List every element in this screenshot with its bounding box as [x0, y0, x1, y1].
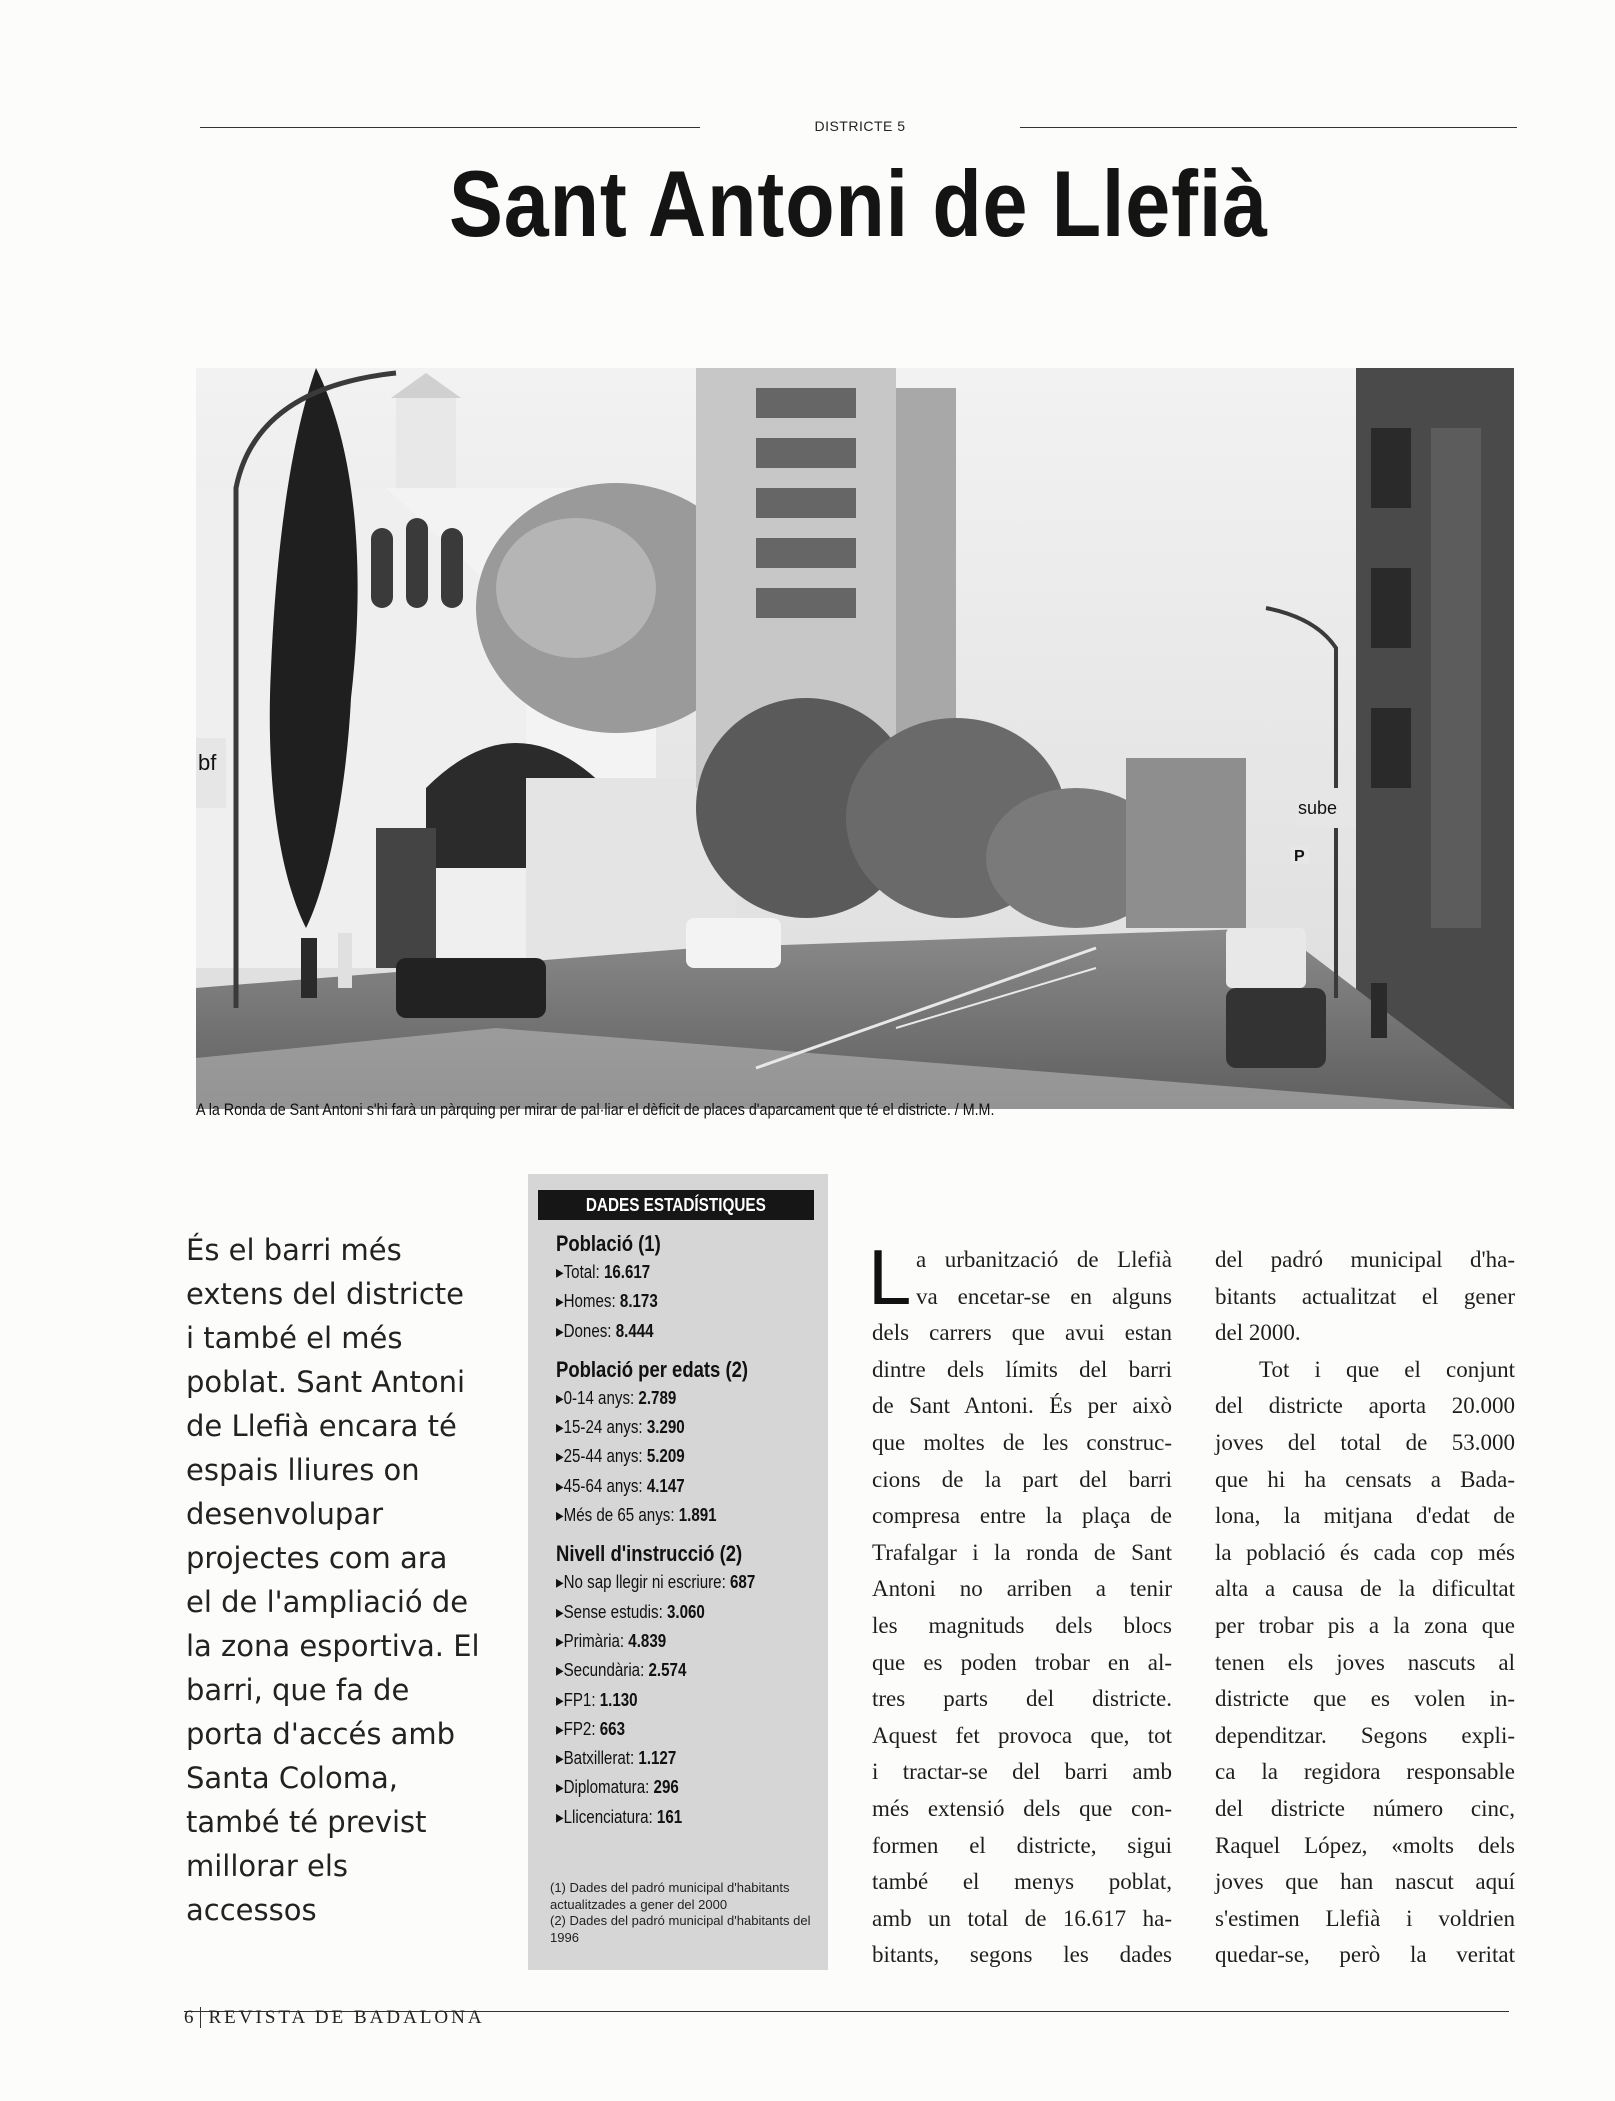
- article-line: amb un total de 16.617 ha-: [872, 1905, 1172, 1931]
- article-line: més extensió dels que con-: [872, 1795, 1172, 1821]
- stats-item-value: 4.839: [628, 1630, 667, 1651]
- stats-item: [556, 1686, 766, 1715]
- article-line: Trafalgar i la ronda de Sant: [872, 1539, 1172, 1565]
- stats-item: [556, 1773, 766, 1802]
- article-line: ca la regidora responsable: [1215, 1759, 1515, 1785]
- bullet-icon: ▸: [556, 1718, 564, 1739]
- article-line: Aquest fet provoca que, tot: [872, 1722, 1172, 1748]
- stats-item-label: Sense estudis:: [563, 1601, 663, 1622]
- stats-item-label: Homes:: [563, 1291, 616, 1312]
- bullet-icon: ▸: [556, 1630, 564, 1651]
- pedestrian: [1371, 983, 1387, 1038]
- stats-item-label: 25-44 anys:: [563, 1446, 643, 1467]
- stats-item-label: Diplomatura:: [563, 1777, 650, 1798]
- folio: [184, 2007, 485, 2029]
- pedestrian: [338, 933, 352, 988]
- article-line: i tractar-se del barri amb: [872, 1759, 1172, 1785]
- article-line: joves que han nascut aquí: [1215, 1869, 1515, 1895]
- stats-item-value: 296: [653, 1777, 679, 1798]
- bullet-icon: ▸: [556, 1572, 564, 1593]
- stats-item-value: 687: [729, 1572, 756, 1593]
- stats-item: [556, 1413, 766, 1442]
- page-number: 6: [184, 2007, 201, 2028]
- stats-item: [556, 1442, 766, 1471]
- stats-item-label: FP2:: [563, 1718, 596, 1739]
- stats-item-value: 1.891: [678, 1505, 717, 1526]
- article-line: Antoni no arriben a tenir: [872, 1576, 1172, 1602]
- stats-item-label: 45-64 anys:: [563, 1475, 643, 1496]
- sign1: bf: [198, 750, 217, 775]
- bullet-icon: ▸: [556, 1806, 564, 1827]
- stats-item-label: Dones:: [563, 1320, 612, 1341]
- article-line: que hi ha censats a Bada-: [1215, 1466, 1515, 1492]
- article-line: del districte número cinc,: [1215, 1795, 1515, 1821]
- article-line: de Sant Antoni. És per això: [872, 1393, 1172, 1419]
- pull-quote-line: accessos: [186, 1893, 317, 1927]
- publication-name: REVISTA DE BADALONA: [208, 2007, 485, 2028]
- article-line: del districte aporta 20.000: [1215, 1393, 1515, 1419]
- stats-item-label: Secundària:: [563, 1660, 645, 1681]
- stats-item: [556, 1258, 766, 1287]
- car: [396, 958, 546, 1018]
- article-line: a urbanització de Llefià: [916, 1247, 1172, 1272]
- stats-group: [556, 1230, 806, 1346]
- pull-quote-line: porta d'accés amb: [186, 1717, 456, 1751]
- drop-cap: L: [868, 1233, 912, 1321]
- article-line: bitants, segons les dades: [872, 1942, 1172, 1968]
- bullet-icon: ▸: [556, 1417, 564, 1438]
- bullet-icon: ▸: [556, 1601, 564, 1622]
- article-line: del 2000.: [1215, 1320, 1301, 1346]
- stats-item: [556, 1656, 766, 1685]
- article-line: compresa entre la plaça de: [872, 1503, 1172, 1529]
- stats-box: [528, 1174, 828, 1970]
- bullet-icon: ▸: [556, 1660, 564, 1681]
- stats-note: (1) Dades del padró municipal d'habitants actualitzades a gener del 2000: [550, 1880, 790, 1912]
- bullet-icon: ▸: [556, 1262, 564, 1282]
- stats-item: [556, 1287, 766, 1316]
- article-line: que es poden trobar en al-: [872, 1649, 1172, 1675]
- far-building: [1126, 758, 1246, 928]
- pull-quote-line: desenvolupar: [186, 1497, 384, 1531]
- article-line: joves del total de 53.000: [1215, 1429, 1515, 1455]
- stats-item: [556, 1472, 766, 1501]
- pull-quote-line: poblat. Sant Antoni: [186, 1365, 466, 1399]
- stats-item-label: Total:: [563, 1262, 600, 1282]
- article-line: dependitzar. Segons expli-: [1215, 1722, 1515, 1748]
- stats-item-value: 5.209: [646, 1446, 685, 1467]
- stats-item: [556, 1803, 766, 1832]
- article-line: quedar-se, però la veritat: [1215, 1942, 1515, 1968]
- stats-item: [556, 1501, 766, 1530]
- pull-quote-line: barri, que fa de: [186, 1673, 410, 1707]
- bullet-icon: ▸: [556, 1387, 564, 1408]
- stats-item-value: 4.147: [646, 1475, 685, 1496]
- stats-body: [556, 1230, 806, 1842]
- article-line: cions de la part del barri: [872, 1466, 1172, 1492]
- article-line: Tot i que el conjunt: [1259, 1356, 1515, 1382]
- pull-quote-line: millorar els: [186, 1849, 349, 1883]
- stats-item-label: 15-24 anys:: [563, 1417, 643, 1438]
- stats-item-value: 3.290: [646, 1417, 685, 1438]
- article-line: bitants actualitzat el gener: [1215, 1283, 1515, 1309]
- van: [1226, 928, 1306, 988]
- pull-quote: [186, 1228, 486, 1932]
- stats-group-title: Població (1): [556, 1231, 661, 1256]
- stats-item-value: 8.173: [619, 1291, 658, 1312]
- sign3: P: [1294, 848, 1305, 865]
- page-title: Sant Antoni de Llefià: [448, 151, 1268, 256]
- stats-item: [556, 1384, 766, 1413]
- car: [1226, 988, 1326, 1068]
- bullet-icon: ▸: [556, 1320, 564, 1341]
- article-line: les magnituds dels blocs: [872, 1612, 1172, 1638]
- stats-note: (2) Dades del padró municipal d'habitants del 1996: [550, 1913, 811, 1945]
- bullet-icon: ▸: [556, 1748, 564, 1769]
- pull-quote-line: projectes com ara: [186, 1541, 448, 1575]
- stats-group: [556, 1356, 806, 1530]
- article-line: la població és cada cop més: [1215, 1539, 1515, 1565]
- photo-caption: A la Ronda de Sant Antoni s'hi farà un pàrquing per mirar de pal·liar el dèficit de places d'aparcament que té el districte. / M.M.: [196, 1100, 995, 1119]
- article-line: s'estimen Llefià i voldrien: [1215, 1905, 1515, 1931]
- stats-group-title: Nivell d'instrucció (2): [556, 1541, 743, 1567]
- article-line: per trobar pis a la zona que: [1215, 1612, 1515, 1638]
- bullet-icon: ▸: [556, 1777, 564, 1798]
- pull-quote-line: la zona esportiva. El: [186, 1629, 480, 1663]
- stats-group-title: Població per edats (2): [556, 1356, 749, 1382]
- stats-item: [556, 1317, 766, 1346]
- stats-item-label: FP1:: [563, 1689, 596, 1710]
- stats-item-value: 1.130: [599, 1689, 638, 1710]
- stats-notes: [550, 1880, 820, 1946]
- article-column-2: [1215, 1242, 1515, 1974]
- stats-header: DADES ESTADÍSTIQUES: [538, 1190, 814, 1220]
- article-line: dels carrers que avui estan: [872, 1320, 1172, 1346]
- article-line: formen el districte, sigui: [872, 1832, 1172, 1858]
- article-column-1: [872, 1242, 1172, 1974]
- bullet-icon: ▸: [556, 1291, 564, 1312]
- article-line: del padró municipal d'ha-: [1215, 1247, 1515, 1272]
- pull-quote-line: i també el més: [186, 1321, 403, 1355]
- stats-item-value: 2.789: [638, 1387, 677, 1408]
- article-line: va encetar-se en alguns: [916, 1283, 1172, 1309]
- stats-item: [556, 1568, 766, 1597]
- bullet-icon: ▸: [556, 1475, 564, 1496]
- article-line: Raquel López, «molts dels: [1215, 1832, 1515, 1858]
- stats-item-label: Més de 65 anys:: [563, 1505, 675, 1526]
- article-line: tenen els joves nascuts al: [1215, 1649, 1515, 1675]
- article-line: que moltes de les construc-: [872, 1429, 1172, 1455]
- stats-group: [556, 1540, 806, 1832]
- bullet-icon: ▸: [556, 1505, 564, 1526]
- article-line: lona, la mitjana d'edat de: [1215, 1503, 1515, 1529]
- stats-item-label: Batxillerat:: [563, 1748, 635, 1769]
- stats-item-label: No sap llegir ni escriure:: [563, 1572, 726, 1593]
- bullet-icon: ▸: [556, 1446, 564, 1467]
- pedestrian: [301, 938, 317, 998]
- stats-item: [556, 1598, 766, 1627]
- pull-quote-line: És el barri més: [186, 1233, 402, 1267]
- stats-item-value: 161: [656, 1806, 683, 1827]
- section-label: DISTRICTE 5: [700, 118, 1020, 134]
- street-photo: [196, 368, 1514, 1109]
- stats-item: [556, 1744, 766, 1773]
- stats-item-value: 3.060: [666, 1601, 705, 1622]
- article-line: districte que es volen in-: [1215, 1686, 1515, 1712]
- stats-item: [556, 1715, 766, 1744]
- stats-item-value: 1.127: [638, 1748, 677, 1769]
- stats-item-value: 2.574: [648, 1660, 687, 1681]
- stats-item-value: 8.444: [615, 1320, 654, 1341]
- article-line: també el menys poblat,: [872, 1869, 1172, 1895]
- pull-quote-line: Santa Coloma,: [186, 1761, 398, 1795]
- stats-item: [556, 1627, 766, 1656]
- stats-item-label: 0-14 anys:: [563, 1387, 635, 1408]
- pull-quote-line: de Llefià encara té: [186, 1409, 457, 1443]
- pull-quote-line: el de l'ampliació de: [186, 1585, 469, 1619]
- sign2: sube: [1298, 798, 1338, 818]
- article-line: alta a causa de la dificultat: [1215, 1576, 1515, 1602]
- pull-quote-line: espais lliures on: [186, 1453, 420, 1487]
- pull-quote-line: extens del districte: [186, 1277, 465, 1311]
- stats-item-label: Primària:: [563, 1630, 625, 1651]
- stats-item-value: 663: [599, 1718, 625, 1739]
- bullet-icon: ▸: [556, 1689, 564, 1710]
- stats-item-label: Llicenciatura:: [563, 1806, 653, 1827]
- pull-quote-line: també té previst: [186, 1805, 427, 1839]
- stats-item-value: 16.617: [603, 1262, 651, 1282]
- article-line: tres parts del districte.: [872, 1686, 1172, 1712]
- car: [686, 918, 781, 968]
- article-line: dintre dels límits del barri: [872, 1356, 1172, 1382]
